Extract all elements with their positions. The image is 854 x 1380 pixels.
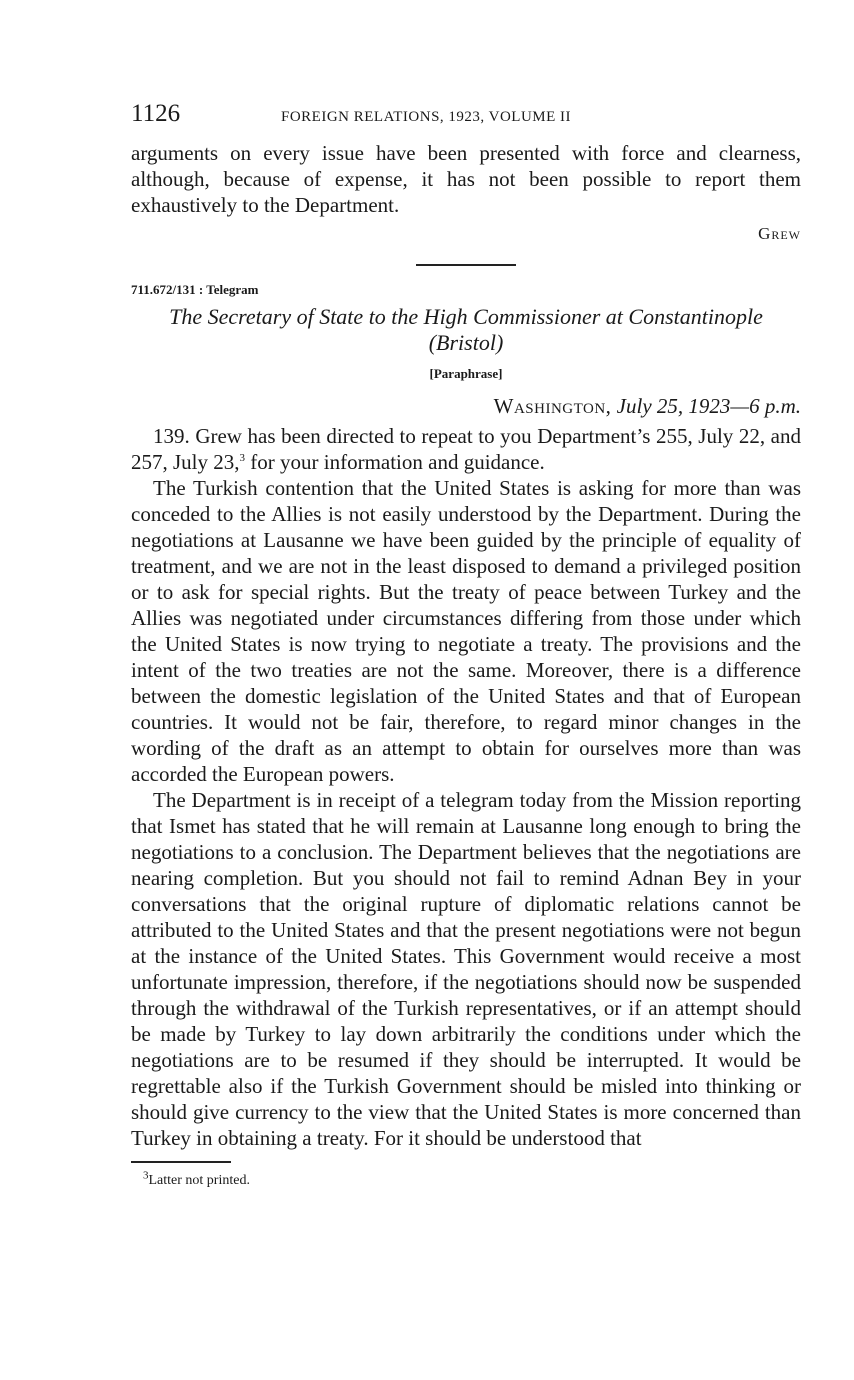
document-heading: The Secretary of State to the High Commissioner at Constantinople (Bristol) bbox=[169, 304, 763, 355]
file-reference: 711.672/131 : Telegram bbox=[131, 282, 259, 297]
running-title: FOREIGN RELATIONS, 1923, VOLUME II bbox=[281, 109, 572, 125]
page-number: 1126 bbox=[131, 100, 181, 127]
dateline bbox=[131, 394, 801, 419]
footnote bbox=[143, 1169, 801, 1189]
page bbox=[131, 100, 801, 1189]
paragraph-turkish-contention: The Turkish contention that the United States is asking for more than was conceded to the Allies is not easily understood by the Department. During the negotiations at Lausanne we have been guided by the principle of equality of treatment, and we are not in the least disposed to demand a privileged position or to ask for special rights. But the treaty of peace between Turkey and the Allies was negotiated under circumstances differing from those under which the United States is now trying to negotiate a treaty. The provisions and the intent of the two treaties are not the same. Moreover, there is a difference between the domestic legislation of the United States and that of European countries. It would not be fair, therefore, to regard minor changes in the wording of the draft as an attempt to obtain for ourselves more than was accorded the European powers. bbox=[131, 476, 801, 786]
paragraph-139-text-end: for your information and guidance. bbox=[245, 450, 545, 474]
dateline-place: Washington, bbox=[493, 394, 612, 418]
footnote-divider bbox=[131, 1161, 231, 1163]
signer: Grew bbox=[758, 224, 801, 243]
paraphrase-note: [Paraphrase] bbox=[429, 366, 503, 381]
dateline-date: July 25, 1923—6 p.m. bbox=[616, 394, 801, 418]
footnote-reference: 3 bbox=[239, 452, 246, 464]
footnote-text: Latter not printed. bbox=[148, 1173, 250, 1188]
footnote-marker: 3 bbox=[143, 1169, 149, 1182]
paragraph-139 bbox=[131, 423, 801, 475]
paragraph-department-telegram: The Department is in receipt of a telegram today from the Mission reporting that Ismet has stated that he will remain at Lausanne long enough to bring the negotiations to a conclusion. The Department believes that the negotiations are nearing completion. But you should not fail to remind Adnan Bey in your conversations that the original rupture of diplomatic relations cannot be attributed to the United States and that the present negotiations were not begun at the instance of the United States. This Government would receive a most unfortunate impression, therefore, if the negotiations should now be suspended through the withdrawal of the Turkish representatives, or if an attempt should be made by Turkey to lay down arbitrarily the conditions under which the negotiations are to be resumed if they should be interrupted. It would be regrettable also if the Turkish Government should be misled into thinking or should give currency to the view that the United States is more concerned than Turkey in obtaining a treaty. For it should be understood that bbox=[131, 788, 801, 1150]
page-header bbox=[131, 100, 801, 140]
continuation-paragraph: arguments on every issue have been presented with force and clearness, although, because of expense, it has not been possible to report them exhaustively to the Department. bbox=[131, 141, 801, 217]
paragraph-139-text: 139. Grew has been directed to repeat to you Department’s 255, July 22, and 257, July 23, bbox=[131, 424, 801, 474]
section-divider bbox=[416, 264, 516, 266]
